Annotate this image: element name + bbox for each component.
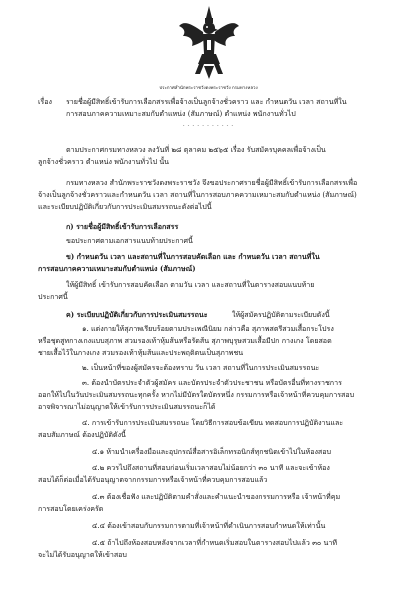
section-a-text: ขอประกาศตามเอกสารแนบท้ายประกาศนี้	[66, 236, 193, 245]
rule-1-line-3: ชายเสื้อไว้ในกางเกง สวมรองเท้าหุ้มส้นและประพฤติตนเป็นสุภาพชน	[38, 348, 244, 357]
paragraph-2-line-3: และระเบียบปฏิบัติเกี่ยวกับการประเมินสมรรถนะดังต่อไปนี้	[38, 202, 212, 211]
section-b-title-line-1: ข) กำหนดวัน เวลา และสถานที่ในการสอบคัดเลือก และ กำหนดวัน เวลา สถานที่ใน	[66, 252, 320, 261]
rule-4-2-line-2: สอบได้ก็ต่อเมื่อได้รับอนุญาตจากกรรมการหรือเจ้าหน้าที่ควบคุมการสอบแล้ว	[38, 475, 268, 484]
rule-4-line-2: สอบสัมภาษณ์ ต้องปฏิบัติดังนี้	[38, 430, 126, 439]
announcement-title: ประกาศสำนักพระราชวังดงพระราชวัง กรมทางหลวง	[159, 86, 258, 91]
rule-4-3-line-1: ๔.๓ ต้องเชื่อฟัง และปฏิบัติตามคำสั่งและคำแนะนำของกรรมการหรือ เจ้าหน้าที่คุม	[92, 492, 341, 501]
rule-4-2-line-1: ๔.๒ ควรไปถึงสถานที่สอบก่อนเริ่มเวลาสอบไม่น้อยกว่า ๓๐ นาที และจะเข้าห้อง	[92, 463, 330, 472]
rule-1-line-1: ๑. แต่งกายให้สุภาพเรียบร้อยตามประเพณีนิยม กล่าวคือ สุภาพสตรีสวมเสื้อกระโปรง	[82, 324, 334, 333]
paragraph-1-line-1: ตามประกาศกรมทางหลวง ลงวันที่ ๒๘ ตุลาคม ๒๕๖๕ เรื่อง รับสมัครบุคคลเพื่อจ้างเป็น	[66, 145, 326, 154]
section-c-title: ค) ระเบียบปฏิบัติเกี่ยวกับการประเมินสมรรถนะ	[66, 310, 208, 319]
divider: - - - - - - - - - - -	[182, 124, 235, 129]
paragraph-2-line-2: จ้างเป็นลูกจ้างชั่วคราวและกำหนดวัน เวลา สถานที่ในการสอบภาคความเหมาะสมกับตำแหน่ง (สัมภาษณ์)	[38, 190, 357, 199]
rule-3-line-2: ออกให้ไปในวันประเมินสมรรถนะทุกครั้ง หากไม่มีบัตรใดบัตรหนึ่ง กรรมการหรือเจ้าหน้าที่ควบคุมการสอบ	[38, 390, 355, 399]
rule-4-5-line-2: จะไม่ได้รับอนุญาตให้เข้าสอบ	[38, 550, 127, 559]
rule-4-5-line-1: ๔.๕ ถ้าไปถึงห้องสอบหลังจากเวลาที่กำหนดเริ่มสอบในตารางสอบไปแล้ว ๓๐ นาที	[92, 538, 338, 547]
rule-1-line-2: หรือชุดสูทกางเกงแบบสุภาพ สวมรองเท้าหุ้มส้นหรือรัดส้น สุภาพบุรุษสวมเสื้อมีปก กางเกง โดยสอด	[38, 336, 332, 345]
subject-label: เรื่อง	[38, 97, 52, 106]
rule-2: ๒. เป็นหน้าที่ของผู้สมัครจะต้องทราบ วัน เวลา สถานที่ในการประเมินสมรรถนะ	[82, 363, 320, 372]
section-b-text-line-2: ประกาศนี้	[38, 292, 68, 301]
section-b-text-line-1: ให้ผู้มีสิทธิ์ เข้ารับการสอบคัดเลือก ตามวัน เวลา และสถานที่ในตารางสอบแนบท้าย	[66, 280, 315, 289]
section-a-title: ก) รายชื่อผู้มีสิทธิ์เข้ารับการเลือกสรร	[66, 222, 179, 231]
section-b-title-line-2: การสอบภาคความเหมาะสมกับตำแหน่ง (สัมภาษณ์)	[38, 264, 196, 273]
rule-4-1: ๔.๑ ห้ามนำเครื่องมือและอุปกรณ์สื่อสารอิเล็กทรอนิกส์ทุกชนิดเข้าไปในห้องสอบ	[92, 447, 332, 456]
rule-3-line-1: ๓. ต้องนำบัตรประจำตัวผู้สมัคร และบัตรประจำตัวประชาชน หรือบัตรอื่นที่ทางราชการ	[82, 378, 342, 387]
section-c-intro: ให้ผู้สมัครปฏิบัติตามระเบียบดังนี้	[232, 310, 330, 319]
subject-line-2: การสอบภาคความเหมาะสมกับตำแหน่ง (สัมภาษณ์) ตำแหน่ง พนักงานทั่วไป	[66, 109, 296, 118]
subject-line-1: รายชื่อผู้มีสิทธิ์เข้ารับการเลือกสรรเพื่อจ้างเป็นลูกจ้างชั่วคราว และ กำหนดวัน เวลา สถานที่ใน	[66, 97, 347, 106]
rule-4-line-1: ๔. การเข้ารับการประเมินสมรรถนะ โดยวิธีการสอบข้อเขียน ทดสอบการปฏิบัติงานและ	[82, 418, 344, 427]
rule-3-line-3: อาจพิจารณาไม่อนุญาตให้เข้ารับการประเมินสมรรถนะก็ได้	[38, 402, 216, 411]
paragraph-1-line-2: ลูกจ้างชั่วคราว ตำแหน่ง พนักงานทั่วไป นั้น	[38, 157, 170, 166]
paragraph-2-line-1: กรมทางหลวง สำนักพระราชวังดงพระราชวัง จึงขอประกาศรายชื่อผู้มีสิทธิ์เข้ารับการเลือกสรรเพื่อ	[66, 178, 358, 187]
rule-4-3-line-2: การสอบโดยเคร่งครัด	[38, 504, 104, 513]
garuda-emblem	[178, 6, 240, 80]
rule-4-4: ๔.๔ ต้องเข้าสอบกับกรรมการตามที่เจ้าหน้าที่ดำเนินการสอบกำหนดให้เท่านั้น	[92, 521, 326, 530]
